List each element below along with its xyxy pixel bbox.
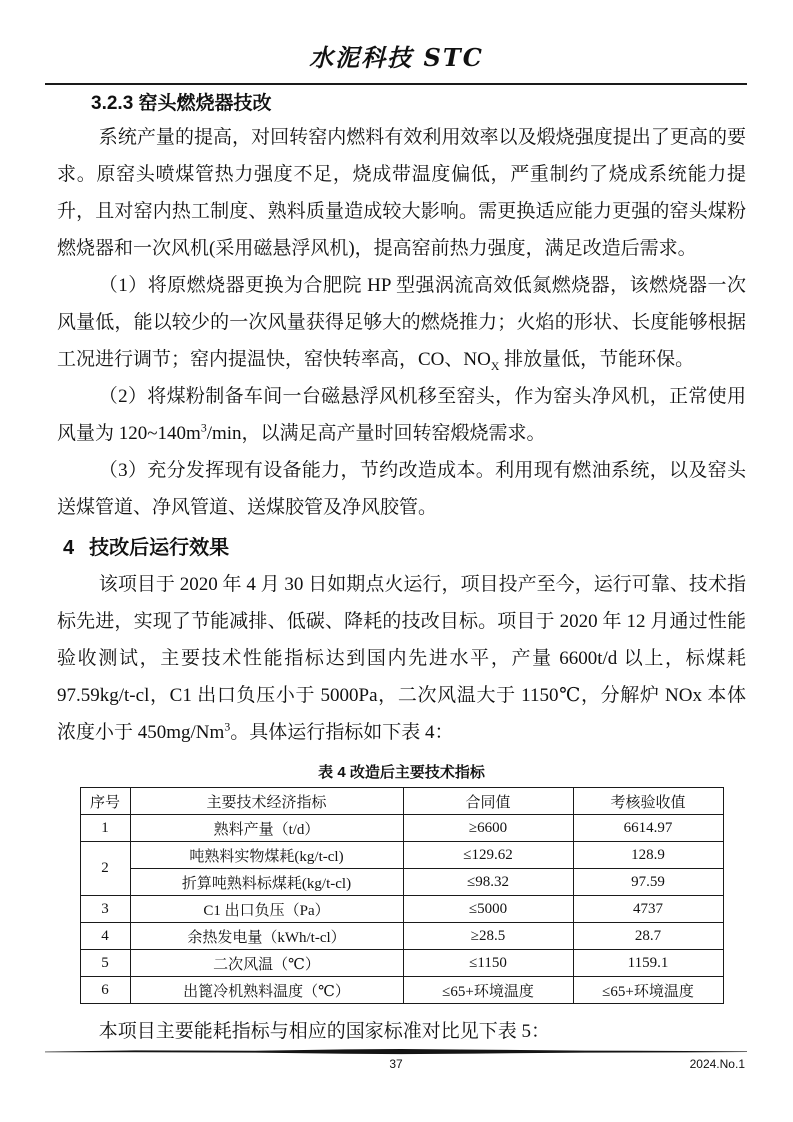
table-row — [80, 815, 723, 842]
section-4-title: 技改后运行效果 — [89, 537, 230, 559]
paragraph-item-1-text: （1）将原燃烧器更换为合肥院 HP 型强涡流高效低氮燃烧器，该燃烧器一次风量低，能以较少的一次风量获得足够大的燃烧推力；火焰的形状、长度能够根据工况进行调节；窑内提温快，窑快转率高，CO、NO — [57, 275, 746, 370]
table4-header-accepted: 考核验收值 — [573, 788, 723, 815]
paragraph-operation-result — [57, 566, 746, 751]
table-row — [80, 842, 723, 869]
footer-rule — [45, 1048, 747, 1055]
page-number: 37 — [389, 1057, 403, 1071]
header-rule — [45, 83, 747, 85]
cubic-meter-superscript: 3 — [200, 421, 207, 435]
paragraph-item-3: （3）充分发挥现有设备能力，节约改造成本。利用现有燃油系统，以及窑头送煤管道、净风管道、送煤胶管及净风胶管。 — [57, 460, 746, 518]
table4-caption: 表 4 改造后主要技术指标 — [318, 764, 485, 781]
paragraph-item-2-tail: /min，以满足高产量时回转窑煅烧需求。 — [206, 423, 546, 444]
paragraph-operation-tail: 。具体运行指标如下表 4： — [230, 722, 454, 743]
paragraph-item-2 — [57, 378, 746, 452]
cell-accepted: 6614.97 — [573, 815, 723, 842]
paragraph-system-output: 系统产量的提高，对回转窑内燃料有效利用效率以及煅烧强度提出了更高的要求。原窑头喷煤管热力强度不足，烧成带温度偏低，严重制约了烧成系统能力提升，且对窑内热工制度、熟料质量造成较大影响。需更换适应能力更强的窑头煤粉燃烧器和一次风机(采用磁悬浮风机)，提高窑前热力强度，满足改造后需求。 — [57, 127, 746, 259]
cell-indicator: 出篦冷机熟料温度（℃） — [130, 977, 403, 1004]
cell-indicator: 余热发电量（kWh/t-cl） — [130, 923, 403, 950]
cell-accepted: 97.59 — [573, 869, 723, 896]
cell-indicator: 吨熟料实物煤耗(kg/t-cl) — [130, 842, 403, 869]
table4-header-contract: 合同值 — [403, 788, 573, 815]
journal-header-title: 水泥科技 STC — [309, 43, 484, 72]
table4-header-indicator: 主要技术经济指标 — [130, 788, 403, 815]
cell-seq: 6 — [80, 977, 130, 1004]
paragraph-item-2-text: （2）将煤粉制备车间一台磁悬浮风机移至窑头，作为窑头净风机，正常使用风量为 120~140m — [57, 386, 746, 444]
paragraph-operation-text: 该项目于 2020 年 4 月 30 日如期点火运行，项目投产至今，运行可靠、技术指标先进，实现了节能减排、低碳、降耗的技改目标。项目于 2020 年 12 月通过性能验收测试，主要技术性能指标达到国内先进水平，产量 6600t/d 以上，标煤耗 97.59kg/t-cl，C1 出口负压小于 5000Pa，二次风温大于 1150℃，分解炉 NOx 本体浓度小于 450mg/Nm — [57, 574, 746, 743]
cell-indicator: 二次风温（℃） — [130, 950, 403, 977]
table-row — [80, 896, 723, 923]
cell-contract: ≤65+环境温度 — [403, 977, 573, 1004]
cell-seq: 3 — [80, 896, 130, 923]
nm3-superscript: 3 — [224, 720, 231, 734]
section-heading-4 — [63, 534, 746, 562]
cell-accepted: ≤65+环境温度 — [573, 977, 723, 1004]
table4-main-indicators — [80, 787, 724, 1004]
table-row — [80, 923, 723, 950]
paragraph-item-1 — [57, 267, 746, 378]
cell-seq: 1 — [80, 815, 130, 842]
cell-contract: ≤98.32 — [403, 869, 573, 896]
table-row — [80, 950, 723, 977]
cell-accepted: 28.7 — [573, 923, 723, 950]
cell-seq: 4 — [80, 923, 130, 950]
footer-row — [45, 1055, 747, 1073]
cell-indicator: C1 出口负压（Pa） — [130, 896, 403, 923]
nox-subscript: X — [490, 359, 500, 373]
cell-contract: ≥28.5 — [403, 923, 573, 950]
cell-indicator: 折算吨熟料标煤耗(kg/t-cl) — [130, 869, 403, 896]
paragraph-table5-intro: 本项目主要能耗指标与相应的国家标准对比见下表 5： — [98, 1021, 551, 1042]
cell-contract: ≤129.62 — [403, 842, 573, 869]
cell-indicator: 熟料产量（t/d） — [130, 815, 403, 842]
table-row — [80, 977, 723, 1004]
cell-seq: 2 — [80, 842, 130, 896]
cell-accepted: 4737 — [573, 896, 723, 923]
issue-number: 2024.No.1 — [689, 1057, 745, 1071]
table4-header-seq: 序号 — [80, 788, 130, 815]
page-content — [57, 91, 746, 1050]
cell-contract: ≤5000 — [403, 896, 573, 923]
table-row — [80, 869, 723, 896]
cell-accepted: 128.9 — [573, 842, 723, 869]
section-heading-3-2-3: 3.2.3 窑头燃烧器技改 — [91, 93, 272, 114]
paragraph-item-1-tail: 排放量低，节能环保。 — [499, 349, 695, 370]
table4-header-row — [80, 788, 723, 815]
cell-contract: ≤1150 — [403, 950, 573, 977]
section-4-number: 4 — [63, 537, 75, 559]
page-footer — [45, 1048, 747, 1073]
cell-seq: 5 — [80, 950, 130, 977]
cell-contract: ≥6600 — [403, 815, 573, 842]
cell-accepted: 1159.1 — [573, 950, 723, 977]
